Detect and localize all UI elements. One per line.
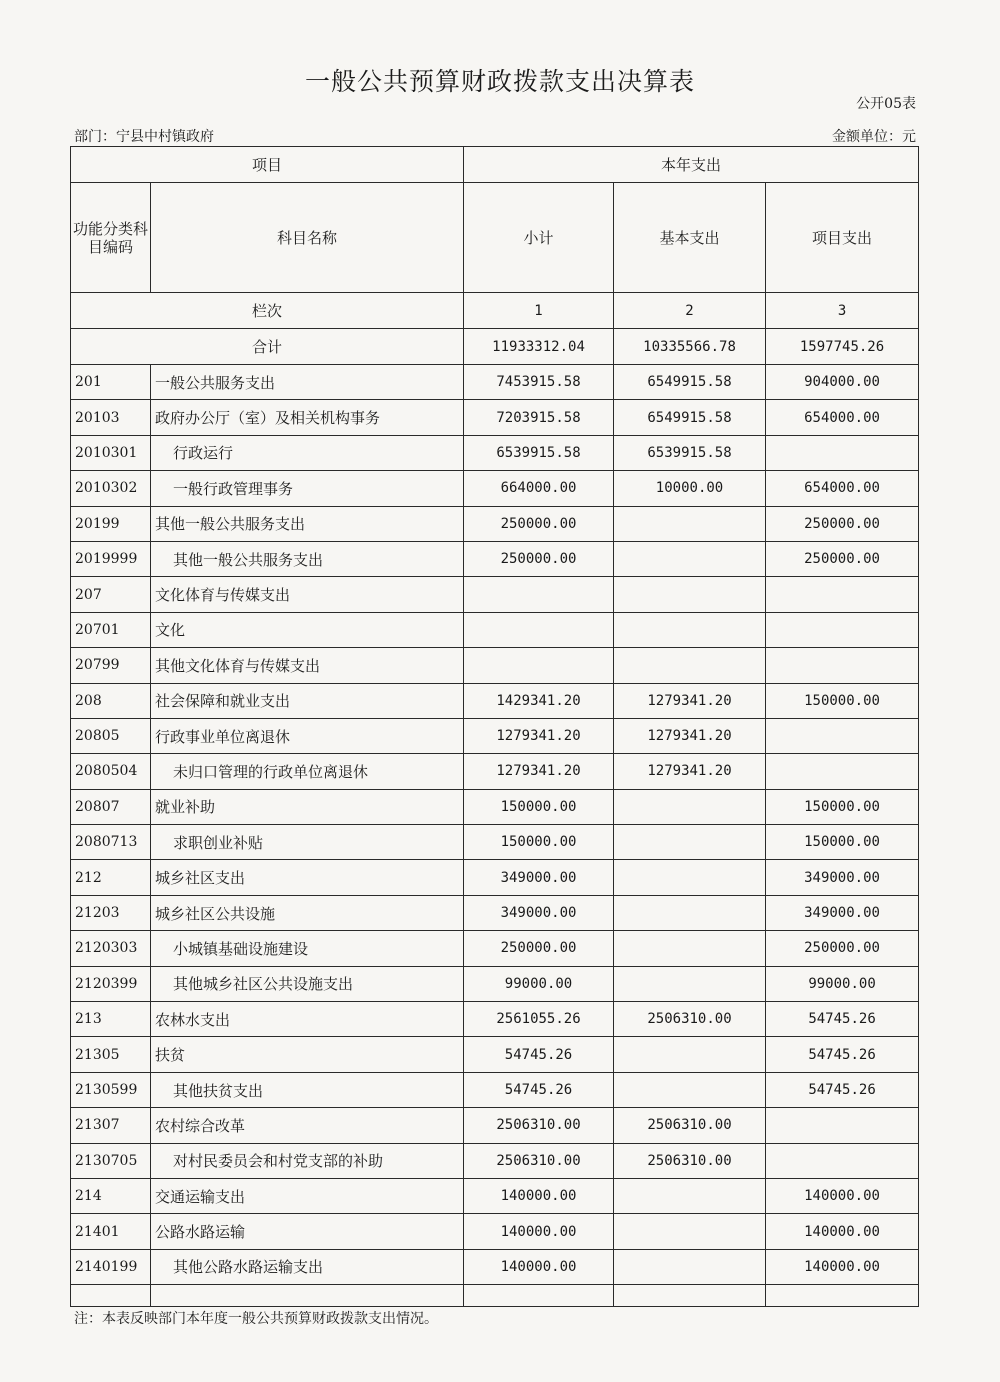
row-name: 文化体育与传媒支出 [151, 577, 464, 612]
row-name: 其他公路水路运输支出 [151, 1249, 464, 1284]
row-basic: 6549915.58 [614, 400, 766, 435]
row-subtotal [464, 577, 614, 612]
header-code: 功能分类科目编码 [71, 183, 151, 293]
row-subtotal: 664000.00 [464, 471, 614, 506]
row-project: 904000.00 [766, 365, 919, 400]
table-row [71, 1178, 919, 1213]
table-row [71, 1037, 919, 1072]
row-basic [614, 860, 766, 895]
row-name: 其他扶贫支出 [151, 1072, 464, 1107]
row-basic [614, 1037, 766, 1072]
table-row [71, 648, 919, 683]
row-basic: 1279341.20 [614, 718, 766, 753]
row-basic [614, 931, 766, 966]
row-basic: 1279341.20 [614, 754, 766, 789]
expenditure-table [70, 146, 919, 1307]
table-row [71, 365, 919, 400]
total-project: 1597745.26 [766, 329, 919, 365]
row-code: 201 [71, 365, 151, 400]
row-name: 城乡社区公共设施 [151, 895, 464, 930]
row-subtotal: 140000.00 [464, 1214, 614, 1249]
row-subtotal: 2561055.26 [464, 1002, 614, 1037]
row-subtotal: 7203915.58 [464, 400, 614, 435]
row-code: 2019999 [71, 541, 151, 576]
row-name: 其他一般公共服务支出 [151, 541, 464, 576]
row-project: 654000.00 [766, 471, 919, 506]
row-name: 其他城乡社区公共设施支出 [151, 966, 464, 1001]
row-code: 213 [71, 1002, 151, 1037]
total-subtotal: 11933312.04 [464, 329, 614, 365]
header-project: 项目支出 [766, 183, 919, 293]
row-name: 农林水支出 [151, 1002, 464, 1037]
table-row [71, 506, 919, 541]
row-basic: 2506310.00 [614, 1002, 766, 1037]
row-basic: 6539915.58 [614, 435, 766, 470]
table-row [71, 1285, 919, 1307]
row-subtotal: 349000.00 [464, 860, 614, 895]
row-project: 250000.00 [766, 506, 919, 541]
row-project [766, 718, 919, 753]
row-name: 行政事业单位离退休 [151, 718, 464, 753]
total-label: 合计 [71, 329, 464, 365]
row-code: 2140199 [71, 1249, 151, 1284]
row-name: 其他一般公共服务支出 [151, 506, 464, 541]
row-project: 654000.00 [766, 400, 919, 435]
department-label: 部门：宁县中村镇政府 [74, 129, 214, 145]
row-subtotal [464, 1285, 614, 1307]
row-basic: 2506310.00 [614, 1108, 766, 1143]
row-project: 99000.00 [766, 966, 919, 1001]
row-name: 社会保障和就业支出 [151, 683, 464, 718]
row-name: 小城镇基础设施建设 [151, 931, 464, 966]
row-project [766, 648, 919, 683]
row-code: 208 [71, 683, 151, 718]
row-code: 2130705 [71, 1143, 151, 1178]
row-name [151, 1285, 464, 1307]
row-name: 一般公共服务支出 [151, 365, 464, 400]
row-name: 其他文化体育与传媒支出 [151, 648, 464, 683]
row-name: 对村民委员会和村党支部的补助 [151, 1143, 464, 1178]
row-basic: 6549915.58 [614, 365, 766, 400]
row-project [766, 1108, 919, 1143]
table-row [71, 718, 919, 753]
row-project: 54745.26 [766, 1002, 919, 1037]
row-project: 150000.00 [766, 825, 919, 860]
row-subtotal: 2506310.00 [464, 1143, 614, 1178]
header-subtotal: 小计 [464, 183, 614, 293]
row-code: 20805 [71, 718, 151, 753]
row-subtotal: 349000.00 [464, 895, 614, 930]
table-row [71, 1108, 919, 1143]
row-project: 349000.00 [766, 860, 919, 895]
row-project [766, 754, 919, 789]
row-basic [614, 1249, 766, 1284]
row-subtotal: 250000.00 [464, 506, 614, 541]
column-number-1: 1 [464, 293, 614, 329]
row-name: 行政运行 [151, 435, 464, 470]
row-basic [614, 1285, 766, 1307]
row-code: 20199 [71, 506, 151, 541]
row-project [766, 1143, 919, 1178]
row-project: 250000.00 [766, 541, 919, 576]
row-subtotal: 99000.00 [464, 966, 614, 1001]
row-project: 150000.00 [766, 683, 919, 718]
row-subtotal: 54745.26 [464, 1072, 614, 1107]
row-code: 21305 [71, 1037, 151, 1072]
row-basic [614, 648, 766, 683]
table-row [71, 400, 919, 435]
row-project [766, 612, 919, 647]
row-subtotal: 7453915.58 [464, 365, 614, 400]
row-basic [614, 895, 766, 930]
row-subtotal: 150000.00 [464, 825, 614, 860]
row-code: 21307 [71, 1108, 151, 1143]
row-code: 2010302 [71, 471, 151, 506]
row-basic [614, 506, 766, 541]
row-name: 就业补助 [151, 789, 464, 824]
row-subtotal: 1279341.20 [464, 754, 614, 789]
row-basic [614, 1178, 766, 1213]
form-number: 公开05表 [856, 96, 916, 112]
row-project: 150000.00 [766, 789, 919, 824]
row-subtotal: 140000.00 [464, 1249, 614, 1284]
table-row [71, 1249, 919, 1284]
row-project: 140000.00 [766, 1178, 919, 1213]
column-number-2: 2 [614, 293, 766, 329]
table-row [71, 754, 919, 789]
row-basic [614, 966, 766, 1001]
row-code: 207 [71, 577, 151, 612]
row-name: 交通运输支出 [151, 1178, 464, 1213]
row-code [71, 1285, 151, 1307]
row-project: 140000.00 [766, 1249, 919, 1284]
row-project [766, 577, 919, 612]
row-code: 212 [71, 860, 151, 895]
table-row [71, 860, 919, 895]
row-basic [614, 541, 766, 576]
table-row [71, 435, 919, 470]
row-basic: 10000.00 [614, 471, 766, 506]
header-basic: 基本支出 [614, 183, 766, 293]
row-code: 21401 [71, 1214, 151, 1249]
row-subtotal [464, 648, 614, 683]
row-subtotal: 150000.00 [464, 789, 614, 824]
amount-unit-label: 金额单位：元 [832, 129, 916, 145]
row-name: 扶贫 [151, 1037, 464, 1072]
row-code: 2080713 [71, 825, 151, 860]
column-number-label: 栏次 [71, 293, 464, 329]
header-item: 项目 [71, 147, 464, 183]
row-code: 2010301 [71, 435, 151, 470]
row-subtotal: 54745.26 [464, 1037, 614, 1072]
row-basic [614, 789, 766, 824]
table-row [71, 1072, 919, 1107]
table-row [71, 966, 919, 1001]
row-basic [614, 825, 766, 860]
row-subtotal: 2506310.00 [464, 1108, 614, 1143]
row-subtotal: 140000.00 [464, 1178, 614, 1213]
row-code: 20103 [71, 400, 151, 435]
row-subtotal: 250000.00 [464, 541, 614, 576]
row-name: 一般行政管理事务 [151, 471, 464, 506]
table-row [71, 1214, 919, 1249]
row-basic [614, 1072, 766, 1107]
table-row [71, 1002, 919, 1037]
row-code: 2080504 [71, 754, 151, 789]
row-project: 250000.00 [766, 931, 919, 966]
row-subtotal: 6539915.58 [464, 435, 614, 470]
row-subtotal: 1279341.20 [464, 718, 614, 753]
header-name: 科目名称 [151, 183, 464, 293]
table-row [71, 789, 919, 824]
row-subtotal: 250000.00 [464, 931, 614, 966]
total-basic: 10335566.78 [614, 329, 766, 365]
row-name: 文化 [151, 612, 464, 647]
header-current-year: 本年支出 [464, 147, 919, 183]
footnote: 注：本表反映部门本年度一般公共预算财政拨款支出情况。 [74, 1311, 438, 1327]
row-code: 20701 [71, 612, 151, 647]
row-code: 20799 [71, 648, 151, 683]
row-code: 2120399 [71, 966, 151, 1001]
row-project: 54745.26 [766, 1037, 919, 1072]
row-name: 政府办公厅（室）及相关机构事务 [151, 400, 464, 435]
row-project: 140000.00 [766, 1214, 919, 1249]
table-row [71, 612, 919, 647]
row-project [766, 435, 919, 470]
table-row [71, 541, 919, 576]
table-row [71, 471, 919, 506]
page-title: 一般公共预算财政拨款支出决算表 [304, 67, 695, 96]
row-subtotal [464, 612, 614, 647]
row-project: 349000.00 [766, 895, 919, 930]
row-basic: 1279341.20 [614, 683, 766, 718]
row-name: 农村综合改革 [151, 1108, 464, 1143]
row-name: 未归口管理的行政单位离退休 [151, 754, 464, 789]
row-basic [614, 577, 766, 612]
row-code: 214 [71, 1178, 151, 1213]
row-project [766, 1285, 919, 1307]
row-project: 54745.26 [766, 1072, 919, 1107]
row-name: 求职创业补贴 [151, 825, 464, 860]
table-row [71, 683, 919, 718]
table-row [71, 577, 919, 612]
row-code: 2120303 [71, 931, 151, 966]
table-row [71, 931, 919, 966]
row-code: 21203 [71, 895, 151, 930]
row-basic: 2506310.00 [614, 1143, 766, 1178]
table-row [71, 1143, 919, 1178]
row-name: 公路水路运输 [151, 1214, 464, 1249]
column-number-3: 3 [766, 293, 919, 329]
row-basic [614, 1214, 766, 1249]
table-row [71, 895, 919, 930]
row-name: 城乡社区支出 [151, 860, 464, 895]
row-subtotal: 1429341.20 [464, 683, 614, 718]
row-basic [614, 612, 766, 647]
row-code: 20807 [71, 789, 151, 824]
table-row [71, 825, 919, 860]
row-code: 2130599 [71, 1072, 151, 1107]
